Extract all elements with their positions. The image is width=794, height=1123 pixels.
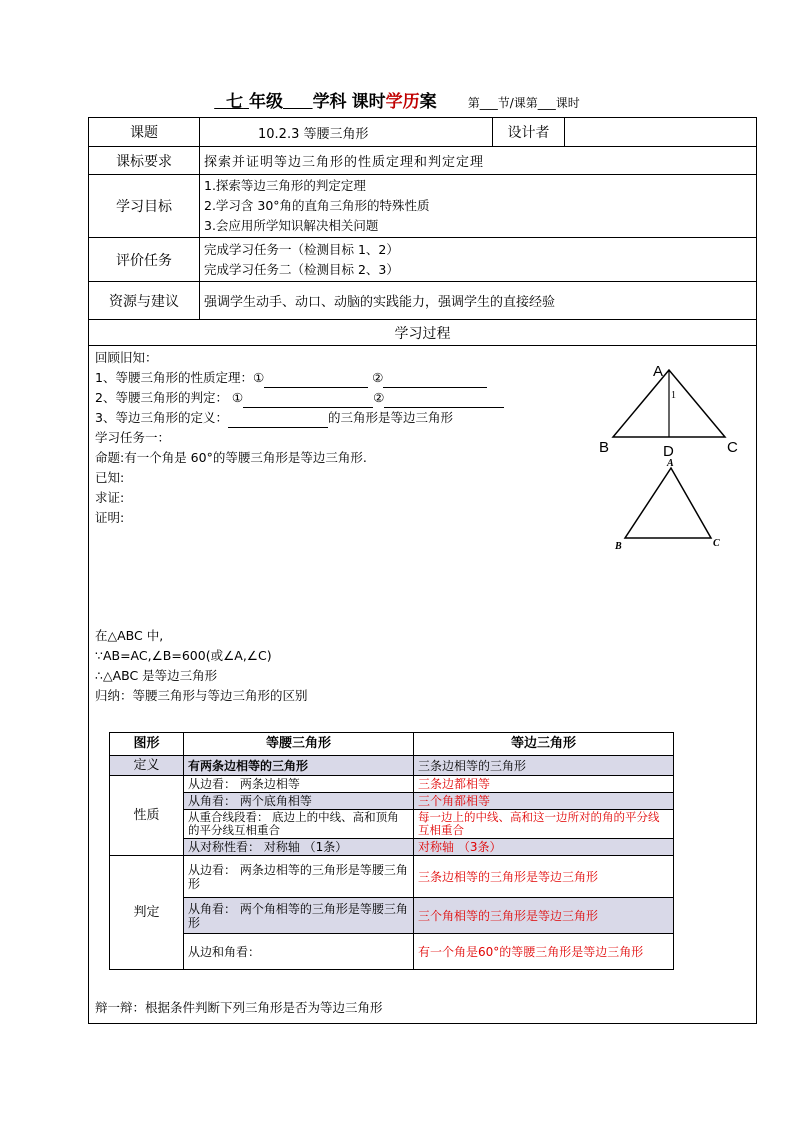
label-d: D [663,443,674,458]
judge-equi: 三个角相等的三角形是等边三角形 [414,898,674,934]
known: 已知: [95,470,125,485]
label-a: A [653,363,664,380]
prop-iso: 从边看： 两条边相等 [184,776,414,793]
def-isosceles: 有两条边相等的三角形 [184,756,414,776]
judge-equi: 有一个角是60°的等腰三角形是等边三角形 [414,934,674,970]
goals-list [200,175,757,238]
question-3: 3、等边三角形的定义： 的三角形是等边三角形 [95,408,750,428]
subject: 学科 [312,92,347,112]
judge-iso: 从角看： 两个角相等的三角形是等腰三角形 [184,898,414,934]
prop-iso: 从重合线段看： 底边上的中线、高和顶角的平分线互相重合 [184,810,414,839]
proof-step: ∵AB=AC,∠B=600(或∠A,∠C) [95,648,272,663]
task-1-heading: 学习任务一： [95,430,171,445]
label-b: B [615,541,622,552]
prop-label: 性质 [110,776,184,856]
designer-value [565,118,757,147]
section-info: 第___节/课第___课时 [467,96,580,110]
subject-blank [283,92,313,112]
summary: 归纳：等腰三角形与等边三角形的区别 [95,688,308,703]
proof: 证明: [95,510,125,525]
case-suffix: 案 [419,92,437,112]
proof-step: 在△ABC 中, [95,628,164,643]
goal-item: 2.学习含 30°角的直角三角形的特殊性质 [204,198,430,213]
standard-value: 探索并证明等边三角形的性质定理和判定定理 [200,147,757,175]
proof-step: ∴△ABC 是等边三角形 [95,668,218,683]
grade: 七 [226,92,244,112]
proof-steps [95,626,308,706]
prop-equi: 对称轴 （3条） [414,839,674,856]
prop-equi: 三条边都相等 [414,776,674,793]
comparison-table [109,732,674,970]
header-isosceles: 等腰三角形 [184,733,414,756]
proposition: 命题:有一个角是 60°的等腰三角形是等边三角形. [95,450,367,465]
prop-iso: 从角看： 两个底角相等 [184,793,414,810]
prop-iso: 从对称性看： 对称轴 （1条） [184,839,414,856]
resource-label: 资源与建议 [89,282,200,320]
triangle-figure-2 [611,458,731,554]
header-equilateral: 等边三角形 [414,733,674,756]
judge-label: 判定 [110,856,184,970]
process-label: 学习过程 [89,320,757,346]
eval-list [200,238,757,282]
eval-label: 评价任务 [89,238,200,282]
goal-item: 1.探索等边三角形的判定定理 [204,178,366,193]
judge-iso: 从边和角看： [184,934,414,970]
judge-equi: 三条边相等的三角形是等边三角形 [414,856,674,898]
judge-iso: 从边看： 两条边相等的三角形是等腰三角形 [184,856,414,898]
resource-value: 强调学生动手、动口、动脑的实践能力，强调学生的直接经验 [200,282,757,320]
to-prove: 求证: [95,490,125,505]
label-c: C [727,439,738,456]
header-shape: 图形 [110,733,184,756]
label-a: A [667,458,674,469]
lesson-table [88,117,757,1024]
goals-label: 学习目标 [89,175,200,238]
topic-value: 10.2.3 等腰三角形 [200,118,493,147]
topic-label: 课题 [89,118,200,147]
label-b: B [599,439,610,456]
def-label: 定义 [110,756,184,776]
angle-label: 1 [671,390,676,401]
grade-suffix: 年级 [248,92,283,112]
designer-label: 设计者 [493,118,565,147]
eval-item: 完成学习任务二（检测目标 2、3） [204,261,399,277]
discuss-prompt: 辩一辩：根据条件判断下列三角形是否为等边三角形 [95,1000,383,1015]
question-2: 2、等腰三角形的判定： ① ② [95,388,750,408]
review-heading: 回顾旧知： [95,350,158,365]
prop-equi: 三个角都相等 [414,793,674,810]
page-title [0,87,794,112]
case-red: 学历 [385,92,420,112]
def-equilateral: 三条边相等的三角形 [414,756,674,776]
standard-label: 课标要求 [89,147,200,175]
triangle-figure-1 [595,362,745,458]
prop-equi: 每一边上的中线、高和这一边所对的角的平分线互相重合 [414,810,674,839]
eval-item: 完成学习任务一（检测目标 1、2） [204,241,399,257]
case-prefix: 课时 [351,92,386,112]
process-body [89,346,757,1024]
question-1: 1、等腰三角形的性质定理：① ② [95,368,750,388]
label-c: C [713,538,720,549]
goal-item: 3.会应用所学知识解决相关问题 [204,218,379,233]
